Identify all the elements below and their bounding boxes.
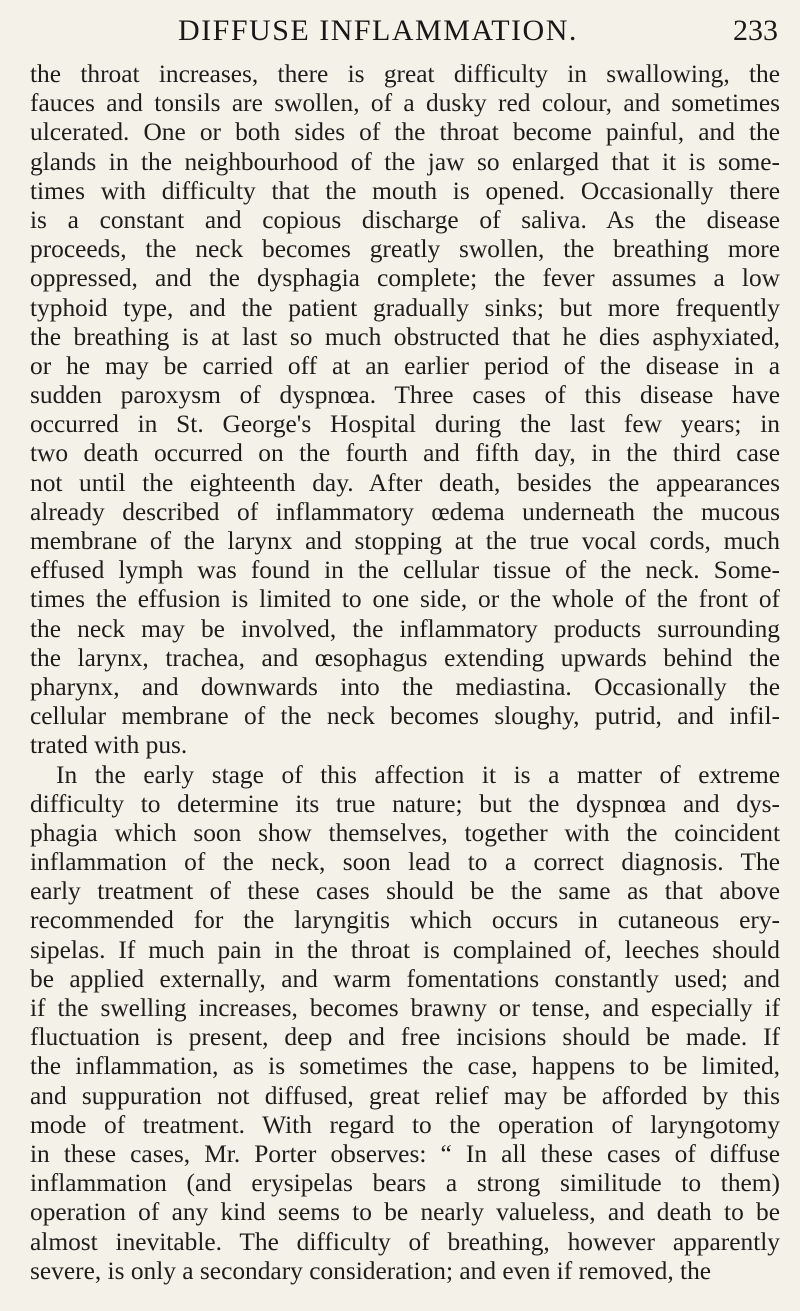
- text-line: not until the eighteenth day. After death, besides the appearances: [30, 468, 780, 497]
- text-line: is a constant and copious discharge of saliva. As the disease: [30, 205, 780, 234]
- text-line: times with difficulty that the mouth is opened. Occasionally there: [30, 176, 780, 205]
- text-line: the throat increases, there is great difficulty in swallowing, the: [30, 60, 780, 88]
- page-number: 233: [733, 14, 778, 47]
- text-line: be applied externally, and warm fomentations constantly used; and: [30, 964, 780, 993]
- text-line: the inflammation, as is sometimes the case, happens to be limited,: [30, 1052, 780, 1081]
- text-line: sudden paroxysm of dyspnœa. Three cases of this disease have: [30, 381, 780, 410]
- text-line: typhoid type, and the patient gradually sinks; but more frequently: [30, 293, 780, 322]
- text-line: mode of treatment. With regard to the operation of laryngotomy: [30, 1110, 780, 1139]
- text-line: phagia which soon show themselves, together with the coincident: [30, 818, 780, 847]
- text-line: occurred in St. George's Hospital during the last few years; in: [30, 410, 780, 439]
- text-line: glands in the neighbourhood of the jaw so enlarged that it is some-: [30, 147, 780, 176]
- text-line: sipelas. If much pain in the throat is complained of, leeches should: [30, 935, 780, 964]
- page-header: [0, 4, 800, 60]
- body-text: [30, 60, 780, 1286]
- text-line: two death occurred on the fourth and fifth day, in the third case: [30, 439, 780, 468]
- text-line: fauces and tonsils are swollen, of a dusky red colour, and sometimes: [30, 89, 780, 118]
- text-line: recommended for the laryngitis which occurs in cutaneous ery-: [30, 906, 780, 935]
- text-line: trated with pus.: [30, 731, 188, 760]
- text-line: effused lymph was found in the cellular tissue of the neck. Some-: [30, 556, 780, 585]
- text-line: proceeds, the neck becomes greatly swollen, the breathing more: [30, 235, 780, 264]
- text-line: difficulty to determine its true nature; but the dyspnœa and dys-: [30, 789, 780, 818]
- text-line: in these cases, Mr. Porter observes: “ In all these cases of diffuse: [30, 1139, 780, 1168]
- text-line: the breathing is at last so much obstructed that he dies asphyxiated,: [30, 322, 780, 351]
- text-line: the larynx, trachea, and œsophagus extending upwards behind the: [30, 643, 780, 672]
- text-line: cellular membrane of the neck becomes sloughy, putrid, and infil-: [30, 702, 780, 731]
- text-line: inflammation of the neck, soon lead to a correct diagnosis. The: [30, 848, 780, 877]
- text-line: the neck may be involved, the inflammatory products surrounding: [30, 614, 780, 643]
- text-line: fluctuation is present, deep and free incisions should be made. If: [30, 1023, 780, 1052]
- text-line: oppressed, and the dysphagia complete; the fever assumes a low: [30, 264, 780, 293]
- text-line: In the early stage of this affection it is a matter of extreme: [56, 760, 780, 789]
- text-line: operation of any kind seems to be nearly valueless, and death to be: [30, 1198, 780, 1227]
- text-line: or he may be carried off at an earlier period of the disease in a: [30, 351, 780, 380]
- text-line: early treatment of these cases should be the same as that above: [30, 877, 780, 906]
- running-title: DIFFUSE INFLAMMATION.: [178, 14, 578, 47]
- text-line: membrane of the larynx and stopping at the true vocal cords, much: [30, 527, 780, 555]
- text-line: times the effusion is limited to one side, or the whole of the front of: [30, 585, 780, 614]
- text-line: pharynx, and downwards into the mediastina. Occasionally the: [30, 672, 780, 701]
- text-line: already described of inflammatory œdema underneath the mucous: [30, 497, 780, 526]
- text-line: ulcerated. One or both sides of the throat become painful, and the: [30, 118, 780, 147]
- text-line: inflammation (and erysipelas bears a strong similitude to them): [30, 1169, 780, 1198]
- text-line: if the swelling increases, becomes brawny or tense, and especially if: [30, 994, 780, 1022]
- text-line: and suppuration not diffused, great relief may be afforded by this: [30, 1081, 780, 1110]
- text-line: severe, is only a secondary consideration; and even if removed, the: [30, 1256, 712, 1285]
- text-line: almost inevitable. The difficulty of breathing, however apparently: [30, 1227, 780, 1256]
